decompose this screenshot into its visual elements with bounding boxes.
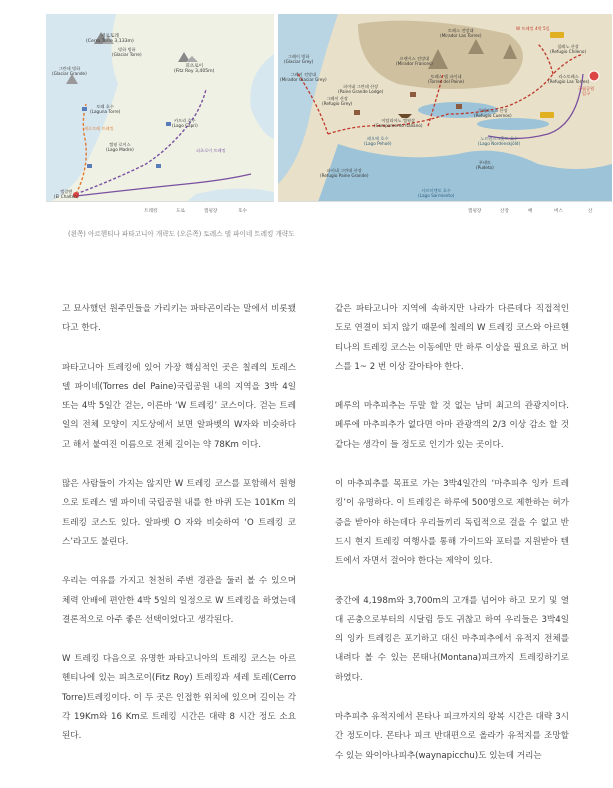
map-label: 토레스 델 파이네 (Torres del Paine) [428, 74, 465, 85]
map-label: 카프리 호수 (Lago Capri) [172, 118, 198, 129]
map-label: 이탈리아노 캠핑장 (Campamento Italiano) [374, 118, 423, 129]
map-label: 캠핑 로이스 (Lago Madre) [106, 142, 134, 153]
map-label: 라스토레스 (Refugio Las Torres) [548, 74, 590, 85]
figure-caption: (왼쪽) 아르헨티나 파타고니아 개략도 (오른쪽) 토레스 델 파이네 트레킹 개략도 [68, 230, 295, 238]
legend-item: 캠핑장 [204, 209, 218, 214]
paragraph: 우리는 여유를 가지고 천천히 주변 경관을 둘러 볼 수 있으며 체력 안배에 편안한 4박 5일의 일정으로 W 트레킹을 하였는데 결론적으로 아주 좋은 선택이었다고 생각된다. [62, 576, 296, 625]
legend-item: 캠핑장 [468, 209, 482, 214]
map-label: 그레이 산장 (Refugio Grey) [322, 96, 353, 107]
map-label: 피츠로이 (Fitz Roy 3,405m) [174, 64, 215, 75]
left-map-graphic [46, 14, 274, 222]
paragraph: 고 묘사했던 원주민들을 가리키는 파타곤이라는 말에서 비롯됐다고 한다. [62, 304, 296, 334]
map-label: 쿠에르노스 산장 (Refugio Cuernos) [474, 108, 512, 119]
map-label: 파이네 그란데 산장 (Refugio Paine Grande) [320, 168, 369, 179]
map-label: 그란데 빙하 (Glaciar Grande) [52, 66, 87, 77]
right-text-column [335, 300, 569, 766]
legend-item: 버스 [554, 209, 563, 214]
legend-item: 산장 [500, 209, 509, 214]
paragraph: 마추피추 유적지에서 몬타나 피크까지의 왕복 시간은 대략 3시간 정도이다. 몬타나 피크 반대편으로 올라가 유적지를 조망할 수 있는 와이아나피추(waynapicchu)도 있는데 거리는 [335, 712, 569, 761]
paragraph: 파타고니아 트레킹에 있어 가장 핵심적인 곳은 칠레의 토레스 델 파이네(Torres del Paine)국립공원 내의 지역을 3박 4일 또는 4박 5일간 걷는, 이른바 ‘W 트레킹’ 코스이다. 걷는 트레일의 전체 모양이 지도상에서 보면 알파벳의 W자와 비슷하다고 해서 붙여진 이름으로 전체 길이는 약 78Km 이다. [62, 362, 296, 450]
paragraph: 이 마추피추를 목표로 가는 3박4일간의 ‘마추피추 잉카 트레킹’이 유명하다. 이 트레킹은 하루에 500명으로 제한하는 허가증을 받아야 하는데다 우리들끼리 독립적으로 걸을 수 없고 반드시 현지 트레킹 여행사를 통해 가이드와 포터를 지원받아 텐트에서 자면서 걸어야 한다는 제약이 있다. [335, 479, 569, 567]
map-label: 세로토레 (Cerro Torre 3,133m) [86, 34, 134, 45]
map-label: 파이네 그란데 산장 (Paine Grande Lodge) [338, 84, 384, 95]
map-label: 사르미엔토 호수 (Lago Sarmiento) [418, 188, 455, 199]
legend-item: 도로 [176, 209, 185, 214]
paragraph: 페루의 마추피추는 두말 할 것 없는 남미 최고의 관광지이다. 페루에 마추피추가 없다면 아마 관광객의 2/3 이상 감소 할 것 같다는 생각이 들 정도로 인기가 있는 곳이다. [335, 401, 569, 450]
right-map-legend [278, 201, 612, 222]
torres-del-paine-map [278, 14, 612, 222]
legend-item: 트레킹 [144, 209, 158, 214]
map-label: 국립공원 입구 [578, 86, 595, 97]
map-label: 토레 호수 (Laguna Torre) [90, 104, 121, 115]
paragraph: W 트레킹 다음으로 유명한 파타고니아의 트레킹 코스는 아르헨티나에 있는 피츠로이(Fitz Roy) 트레킹과 세레 토레(Cerro Torre)트레킹이다. 이 두 곳은 인접한 위치에 있으며 길이는 각각 19Km와 16 Km로 트레킹 시간은 대략 8 시간 정도 소요 된다. [62, 654, 296, 742]
argentina-patagonia-map [46, 14, 274, 222]
map-label: 피츠로이 트레킹 [196, 148, 226, 153]
legend-item: 배 [528, 209, 533, 214]
legend-item: 호수 [238, 209, 247, 214]
legend-item: 산 [588, 209, 593, 214]
paragraph: 같은 파타고니아 지역에 속하지만 나라가 다른데다 직접적인 도로 연결이 되지 않기 때문에 칠레의 W 트레킹 코스와 아르헨티나의 트레킹 코스는 이동에만 만 하루 이상을 필요로 하고 버스를 1~ 2 번 이상 갈아타야 한다. [335, 304, 569, 372]
map-label: 세로토레 트레킹 [84, 126, 114, 131]
map-label: 칠레노 산장 (Refugio Chileno) [550, 44, 587, 55]
map-label: 페오에 호수 (Lago Pehoé) [364, 136, 392, 147]
map-label: 푸데토 (Pudeto) [476, 160, 494, 171]
map-label: W 트레킹 4박 5일 [516, 26, 550, 31]
left-text-column [62, 300, 296, 747]
map-label: 빙하 빙하 (Glaciar Torre) [112, 47, 142, 58]
left-map-legend [46, 201, 274, 222]
map-label: 토레스 전망대 (Mirador Las Torres) [440, 28, 482, 39]
map-label: 노르덴스크홀드 호수 (Lago Nordenskjöld) [478, 136, 521, 147]
map-label: 그레이 전망대 (Mirador Glaciar Grey) [280, 72, 327, 83]
paragraph: 많은 사람들이 가지는 않지만 W 트레킹 코스를 포함해서 원형으로 토레스 델 파이네 국립공원 내를 한 바퀴 도는 101Km 의 트레킹 코스도 있다. 알파벳 O 자와 비슷하여 ‘O 트레킹 코스’라고도 불린다. [62, 479, 296, 547]
map-label: 프랜시스 전망대 (Mirador Frances) [396, 56, 433, 67]
map-label: 엘찰텐 (El Chaltén) [54, 189, 79, 200]
paragraph: 중간에 4,198m와 3,700m의 고개를 넘어야 하고 모기 및 열대 곤충으로부터의 시달림 등도 귀찮고 하여 우리들은 3박4일의 잉카 트레킹은 포기하고 대신 마추피추에서 유적지 전체를 내려다 볼 수 있는 몬태나(Montana)피크까지 트레킹하기로 하였다. [335, 595, 569, 683]
maps-figure [46, 14, 612, 222]
map-label: 그레이 빙하 (Glaciar Grey) [284, 54, 314, 65]
